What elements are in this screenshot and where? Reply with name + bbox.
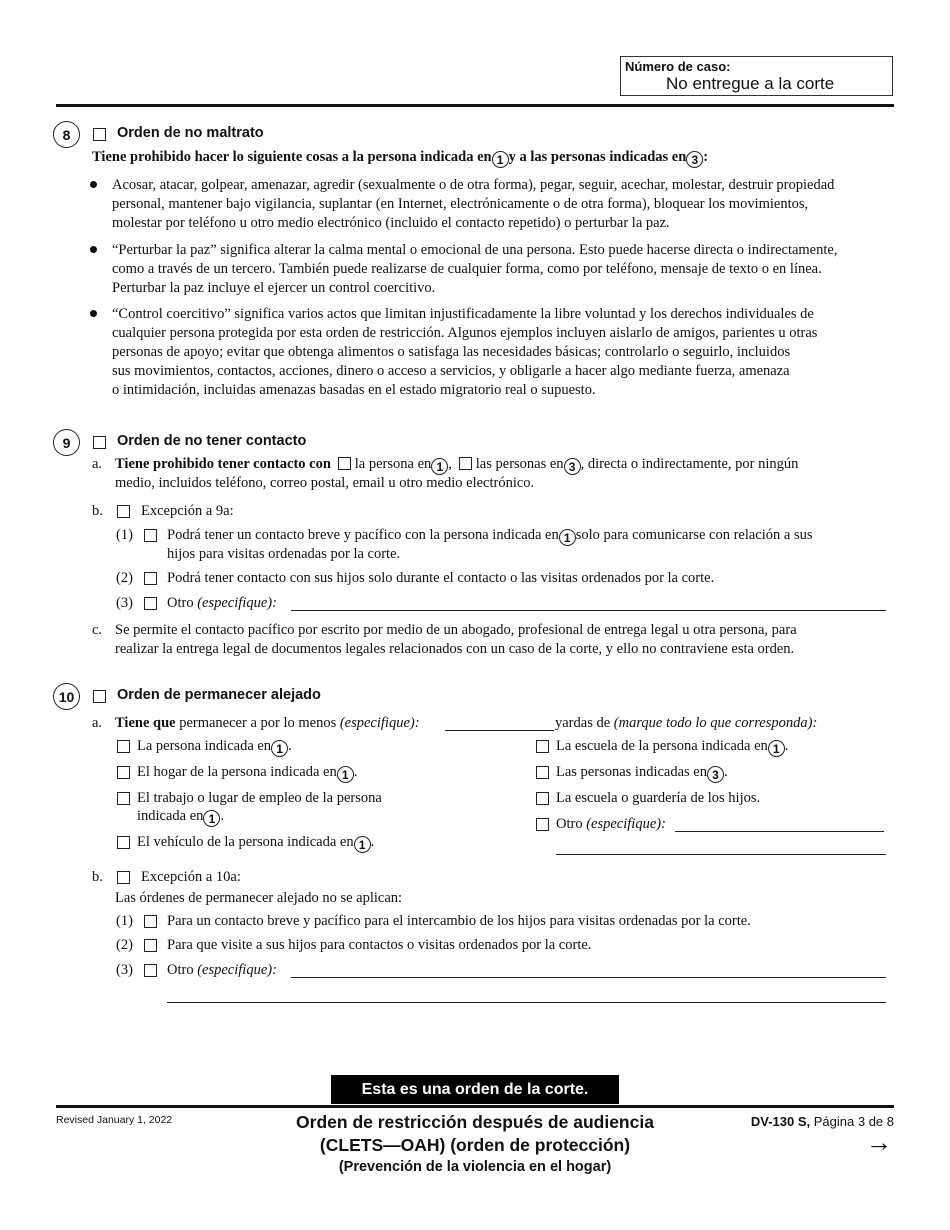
s9-b-checkbox[interactable] bbox=[117, 505, 130, 518]
opt: Las personas indicadas en bbox=[556, 764, 707, 780]
s10-a-yards-field[interactable] bbox=[445, 730, 554, 731]
bullet-1-line: molestar por teléfono u otro medio electrónico (incluido el contacto repetido) o perturbar la paz. bbox=[112, 215, 670, 231]
comma: , bbox=[448, 456, 452, 472]
s10-r4-field-2[interactable] bbox=[556, 854, 886, 855]
s10-a-main: permanecer a por lo menos bbox=[179, 715, 337, 731]
s10-b-sub: Las órdenes de permanecer alejado no se aplican: bbox=[115, 890, 403, 906]
s10-b2-text: Para que visite a sus hijos para contactos o visitas ordenados por la corte. bbox=[167, 937, 592, 953]
case-number-label: Número de caso: bbox=[625, 59, 731, 74]
dot: . bbox=[724, 764, 728, 780]
ref-circle-1: 1 bbox=[354, 836, 371, 853]
section-10-number: 10 bbox=[53, 683, 80, 710]
dot: . bbox=[353, 764, 358, 780]
s10-b-text: Excepción a 10a: bbox=[141, 869, 241, 885]
section-8-title: Orden de no maltrato bbox=[117, 125, 264, 141]
ref-circle-1: 1 bbox=[337, 766, 354, 783]
s10-b1-num: (1) bbox=[116, 913, 133, 929]
opt: indicada en bbox=[137, 808, 204, 824]
footer-rule bbox=[56, 1105, 894, 1108]
footer-title-1: Orden de restricción después de audiencia bbox=[296, 1112, 654, 1132]
s9-a-letter: a. bbox=[92, 456, 103, 472]
ref-circle-1: 1 bbox=[492, 151, 509, 168]
bullet-3 bbox=[112, 305, 817, 400]
especifique: (especifique): bbox=[197, 595, 277, 611]
s10-l2-checkbox[interactable] bbox=[117, 766, 130, 779]
page-number: Página 3 de 8 bbox=[813, 1114, 894, 1129]
bullet-2-line: Perturbar la paz incluye el ejercer un control coercitivo. bbox=[112, 280, 436, 296]
form-id: DV-130 S, bbox=[750, 1114, 811, 1129]
section-8-intro bbox=[92, 148, 708, 168]
yardas: yardas de bbox=[555, 715, 611, 731]
s10-b-letter: b. bbox=[92, 869, 103, 885]
bullet-3-line: cualquier persona protegida por esta orden de restricción. Algunos ejemplos incluyen aislarlo de amigos, parientes u otras bbox=[112, 325, 818, 341]
dot: . bbox=[220, 808, 225, 824]
s9-b2-text: Podrá tener contacto con sus hijos solo durante el contacto o las visitas ordenados por la corte. bbox=[167, 570, 715, 586]
opt: La persona indicada en bbox=[137, 738, 272, 754]
s10-a-yards bbox=[555, 714, 817, 733]
footer-title-3: (Prevención de la violencia en el hogar) bbox=[338, 1159, 612, 1175]
s10-l4-checkbox[interactable] bbox=[117, 836, 130, 849]
bullet-3-line: o intimidación, incluidas amenazas basadas en el estado migratorio real o supuesto. bbox=[112, 382, 596, 398]
case-number-value[interactable]: No entregue a la corte bbox=[666, 74, 835, 93]
section-9-checkbox[interactable] bbox=[93, 436, 106, 449]
s10-r2-text bbox=[556, 763, 728, 783]
s10-b3-field-2[interactable] bbox=[167, 1002, 886, 1003]
s9-c-line1: Se permite el contacto pacífico por escrito por medio de un abogado, profesional de entrega legal u otra persona, para bbox=[115, 622, 797, 638]
s10-b-checkbox[interactable] bbox=[117, 871, 130, 884]
bullet-dot bbox=[90, 246, 97, 253]
intro-text-2: y a las personas indicadas en bbox=[508, 149, 687, 165]
case-number-box bbox=[620, 56, 893, 96]
bullet-3-line: personas de apoyo; evitar que obtenga alimentos o satisfaga las necesidades básicas; controlarlo o seguirlo, incluidos bbox=[112, 344, 791, 360]
s9-a-person-checkbox[interactable] bbox=[338, 457, 351, 470]
s10-r4-checkbox[interactable] bbox=[536, 818, 549, 831]
s10-b1-checkbox[interactable] bbox=[144, 915, 157, 928]
s10-l2-text bbox=[137, 763, 357, 783]
s10-r4-text bbox=[556, 815, 666, 834]
dot: . bbox=[784, 738, 789, 754]
section-10-checkbox[interactable] bbox=[93, 690, 106, 703]
especifique: (especifique): bbox=[586, 816, 666, 832]
bullet-1-line: Acosar, atacar, golpear, amenazar, agredir (sexualmente o de otra forma), pegar, seguir, acechar, molestar, destruir propiedad bbox=[112, 177, 835, 193]
s10-l4-text bbox=[137, 833, 374, 853]
s9-a-rest: , directa o indirectamente, por ningún bbox=[580, 456, 799, 472]
opt: La escuela de la persona indicada en bbox=[556, 738, 768, 754]
ref-circle-1: 1 bbox=[431, 458, 448, 475]
s10-r1-text bbox=[556, 737, 788, 757]
bullet-dot bbox=[90, 181, 97, 188]
bullet-1-line: personal, mantener bajo vigilancia, suplantar (en Internet, electrónicamente o de otra forma), bloquear los movimientos, bbox=[112, 196, 809, 212]
s9-b1-checkbox[interactable] bbox=[144, 529, 157, 542]
especifique: (especifique): bbox=[339, 715, 420, 731]
s10-r1-checkbox[interactable] bbox=[536, 740, 549, 753]
ref-circle-3: 3 bbox=[686, 151, 703, 168]
bullet-2-line: como a través de un tercero. También puede realizarse de cualquier forma, como por teléfono, mensaje de texto o en línea. bbox=[112, 261, 822, 277]
bullet-2-line: “Perturbar la paz” significa alterar la calma mental o emocional de una persona. Esto puede hacerse directa o indirectamente, bbox=[112, 242, 838, 258]
court-order-banner: Esta es una orden de la corte. bbox=[331, 1075, 619, 1104]
s9-a-bold: Tiene prohibido tener contacto con bbox=[115, 456, 331, 472]
s9-a-persons: las personas en bbox=[475, 456, 564, 472]
s10-l3-checkbox[interactable] bbox=[117, 792, 130, 805]
ref-circle-1: 1 bbox=[768, 740, 785, 757]
intro-colon: : bbox=[703, 149, 709, 165]
ref-circle-1: 1 bbox=[203, 810, 220, 827]
section-9-number: 9 bbox=[53, 429, 80, 456]
s9-a-line2: medio, incluidos teléfono, correo postal, email u otro medio electrónico. bbox=[115, 475, 535, 491]
bullet-3-line: sus movimientos, contactos, acciones, dinero o acceso a servicios, y obligarle a hacer algo mediante fuerza, amenaza bbox=[112, 363, 790, 379]
s9-b1-num: (1) bbox=[116, 527, 133, 543]
s10-l1-checkbox[interactable] bbox=[117, 740, 130, 753]
s10-b2-num: (2) bbox=[116, 937, 133, 953]
ref-circle-3: 3 bbox=[564, 458, 581, 475]
s9-b1-text bbox=[167, 526, 812, 546]
s9-c-letter: c. bbox=[92, 622, 103, 638]
footer-title-2: (CLETS—OAH) (orden de protección) bbox=[319, 1135, 631, 1155]
bullet-3-line: “Control coercitivo” significa varios actos que limitan injustificadamente la libre voluntad y los derechos individuales de bbox=[112, 306, 814, 322]
s9-b3-field[interactable] bbox=[291, 610, 886, 611]
section-8-number: 8 bbox=[53, 121, 80, 148]
bullet-2 bbox=[112, 241, 837, 298]
next-page-arrow-icon[interactable]: → bbox=[866, 1127, 892, 1157]
s10-r3-text: La escuela o guardería de los hijos. bbox=[556, 790, 761, 806]
s9-b3-num: (3) bbox=[116, 595, 133, 611]
s9-b1-text-a: Podrá tener un contacto breve y pacífico con la persona indicada en bbox=[167, 527, 559, 543]
s9-c-line2: realizar la entrega legal de documentos legales relacionados con un caso de la corte, y ello no contraviene esta orden. bbox=[115, 641, 795, 657]
header-rule bbox=[56, 104, 894, 107]
s9-b1-line2: hijos para visitas ordenadas por la corte. bbox=[167, 546, 401, 562]
s10-a-text bbox=[115, 714, 420, 733]
ref-circle-1: 1 bbox=[271, 740, 288, 757]
section-10-title: Orden de permanecer alejado bbox=[117, 687, 321, 703]
dot: . bbox=[288, 738, 292, 754]
especifique: (especifique): bbox=[197, 962, 277, 978]
s9-a-person: la persona en bbox=[354, 456, 432, 472]
dot: . bbox=[370, 834, 375, 850]
s10-l3-text: El trabajo o lugar de empleo de la persona bbox=[137, 790, 382, 806]
s10-r4-field[interactable] bbox=[675, 831, 884, 832]
s9-a-persons-checkbox[interactable] bbox=[459, 457, 472, 470]
revised-date: Revised January 1, 2022 bbox=[56, 1114, 173, 1126]
s10-b1-text: Para un contacto breve y pacífico para el intercambio de los hijos para visitas ordenadas por la corte. bbox=[167, 913, 751, 929]
s9-a-line1 bbox=[115, 455, 798, 475]
opt: El hogar de la persona indicada en bbox=[137, 764, 337, 780]
s9-b3-checkbox[interactable] bbox=[144, 597, 157, 610]
s10-l1-text bbox=[137, 737, 292, 757]
s10-b2-checkbox[interactable] bbox=[144, 939, 157, 952]
otro: Otro bbox=[167, 962, 194, 978]
s10-r2-checkbox[interactable] bbox=[536, 766, 549, 779]
bullet-dot bbox=[90, 310, 97, 317]
marque: (marque todo lo que corresponda): bbox=[613, 715, 818, 731]
s9-b2-num: (2) bbox=[116, 570, 133, 586]
ref-circle-1: 1 bbox=[559, 529, 576, 546]
intro-text: Tiene prohibido hacer lo siguiente cosas a la persona indicada en bbox=[92, 149, 492, 165]
s10-a-letter: a. bbox=[92, 715, 103, 731]
s10-b3-text bbox=[167, 961, 277, 980]
s9-b1-text-b: solo para comunicarse con relación a sus bbox=[575, 527, 813, 543]
s10-r3-checkbox[interactable] bbox=[536, 792, 549, 805]
s10-l3-text-2 bbox=[137, 807, 224, 827]
otro: Otro bbox=[556, 816, 583, 832]
s10-b3-num: (3) bbox=[116, 962, 133, 978]
section-9-title: Orden de no tener contacto bbox=[117, 433, 307, 449]
s10-b3-checkbox[interactable] bbox=[144, 964, 157, 977]
s10-a-bold: Tiene que bbox=[115, 715, 176, 731]
opt: El vehículo de la persona indicada en bbox=[137, 834, 354, 850]
section-8-checkbox[interactable] bbox=[93, 128, 106, 141]
s9-b-letter: b. bbox=[92, 503, 103, 519]
bullet-1 bbox=[112, 176, 834, 233]
s9-b3-text bbox=[167, 594, 277, 613]
otro: Otro bbox=[167, 595, 194, 611]
s9-b-text: Excepción a 9a: bbox=[141, 503, 234, 519]
s9-b2-checkbox[interactable] bbox=[144, 572, 157, 585]
ref-circle-3: 3 bbox=[707, 766, 724, 783]
s10-b3-field[interactable] bbox=[291, 977, 886, 978]
